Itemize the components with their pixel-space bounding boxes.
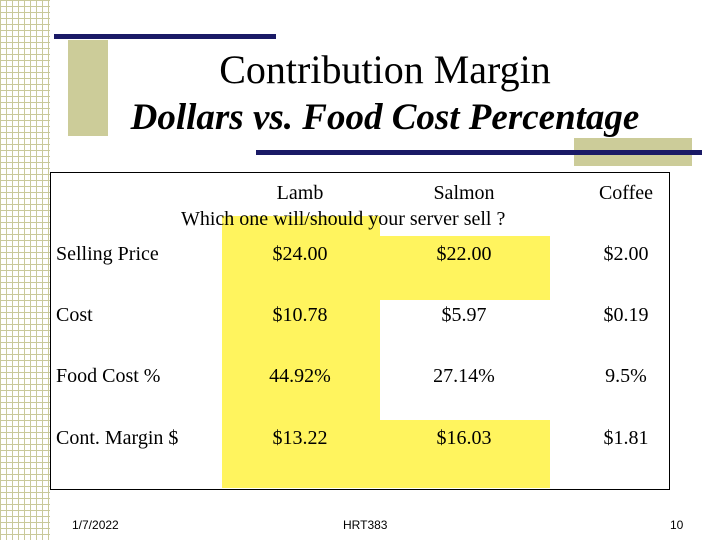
table-cell: $2.00 [603, 243, 649, 265]
slide-subtitle: Dollars vs. Food Cost Percentage [130, 97, 640, 138]
table-cell: $5.97 [441, 304, 487, 326]
table-cell: $10.78 [272, 304, 328, 326]
footer-date: 1/7/2022 [72, 518, 119, 532]
footer-page-number: 10 [670, 518, 684, 532]
column-header-lamb: Lamb [276, 182, 324, 204]
row-label-cost: Cost [56, 304, 93, 326]
table-cell: 9.5% [605, 365, 647, 387]
row-label-selling-price: Selling Price [56, 243, 159, 265]
column-header-salmon: Salmon [433, 182, 495, 204]
column-header-coffee: Coffee [598, 182, 654, 204]
row-label-contribution-margin: Cont. Margin $ [56, 427, 179, 449]
decorative-grid-strip [0, 0, 50, 540]
table-cell: $1.81 [603, 427, 649, 449]
table-cell: $22.00 [436, 243, 492, 265]
table-cell: $24.00 [272, 243, 328, 265]
footer-course: HRT383 [343, 518, 388, 532]
table-cell: $16.03 [436, 427, 492, 449]
question-text: Which one will/should your server sell ? [181, 208, 506, 230]
table-cell: $13.22 [272, 427, 328, 449]
slide-title: Contribution Margin [219, 47, 551, 92]
table-cell: 27.14% [433, 365, 495, 387]
table-cell: $0.19 [603, 304, 649, 326]
accent-line-top [54, 34, 276, 39]
accent-line-bottom [256, 150, 702, 155]
row-label-food-cost: Food Cost % [56, 365, 161, 387]
table-cell: 44.92% [269, 365, 331, 387]
